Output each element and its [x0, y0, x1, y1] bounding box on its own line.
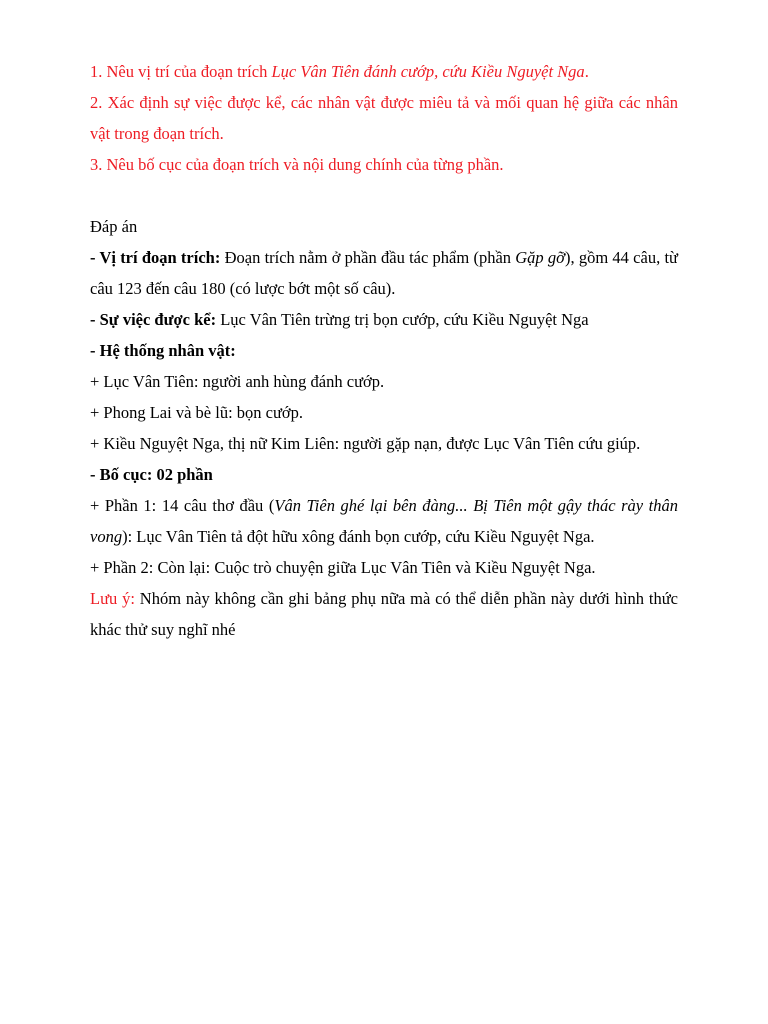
character-item: + Lục Vân Tiên: người anh hùng đánh cướp.: [90, 372, 385, 391]
question-1-prefix: 1. Nêu vị trí của đoạn trích: [90, 62, 272, 81]
question-1: [90, 56, 678, 87]
answer-event-text: Lục Vân Tiên trừng trị bọn cướp, cứu Kiều Nguyệt Nga: [216, 310, 589, 329]
answer-structure-label: [90, 459, 678, 490]
question-2: 2. Xác định sự việc được kể, các nhân vật được miêu tả và mối quan hệ giữa các nhân vật trong đoạn trích.: [90, 93, 678, 143]
answer-position: [90, 242, 678, 304]
question-1-title: Lục Vân Tiên đánh cướp, cứu Kiều Nguyệt Nga: [271, 62, 585, 81]
spacer: [90, 180, 678, 211]
answer-characters-label-text: - Hệ thống nhân vật:: [90, 341, 236, 360]
answer-position-italic: Gặp gỡ: [515, 248, 565, 267]
answer-event: [90, 304, 678, 335]
structure-part-2: + Phần 2: Còn lại: Cuộc trò chuyện giữa Lục Vân Tiên và Kiều Nguyệt Nga.: [90, 558, 596, 577]
answer-note-text: Nhóm này không cần ghi bảng phụ nữa mà có thể diễn phần này dưới hình thức khác thử suy nghĩ nhé: [90, 589, 678, 639]
answer-event-label: - Sự việc được kể:: [90, 310, 217, 329]
answer-characters-label: [90, 335, 678, 366]
answer-note: [90, 583, 678, 645]
structure-part-1-italic: Vân Tiên ghé lại bên đàng... Bị Tiên một gậy thác rày thân vong: [90, 496, 678, 546]
character-item: + Kiều Nguyệt Nga, thị nữ Kim Liên: người gặp nạn, được Lục Vân Tiên cứu giúp.: [90, 434, 641, 453]
structure-part-1-suffix: ): Lục Vân Tiên tả đột hữu xông đánh bọn cướp, cứu Kiều Nguyệt Nga.: [122, 527, 595, 546]
answer-structure-label-text: - Bố cục: 02 phần: [90, 465, 213, 484]
document-page: [90, 56, 678, 645]
structure-part-1-prefix: + Phần 1: 14 câu thơ đầu (: [90, 496, 275, 515]
answer-position-text-after: ), gồm 44 câu, từ câu 123 đến câu 180 (có lược bớt một số câu).: [90, 248, 678, 298]
answer-position-text-before: Đoạn trích nằm ở phần đầu tác phẩm (phần: [220, 248, 516, 267]
answer-position-label: - Vị trí đoạn trích:: [90, 248, 221, 267]
answer-note-label: Lưu ý:: [90, 589, 135, 608]
question-3: 3. Nêu bố cục của đoạn trích và nội dung chính của từng phần.: [90, 155, 504, 174]
question-1-suffix: .: [584, 62, 589, 81]
structure-part-1: [90, 490, 678, 552]
answer-heading: Đáp án: [90, 217, 138, 236]
character-item: + Phong Lai và bè lũ: bọn cướp.: [90, 403, 304, 422]
